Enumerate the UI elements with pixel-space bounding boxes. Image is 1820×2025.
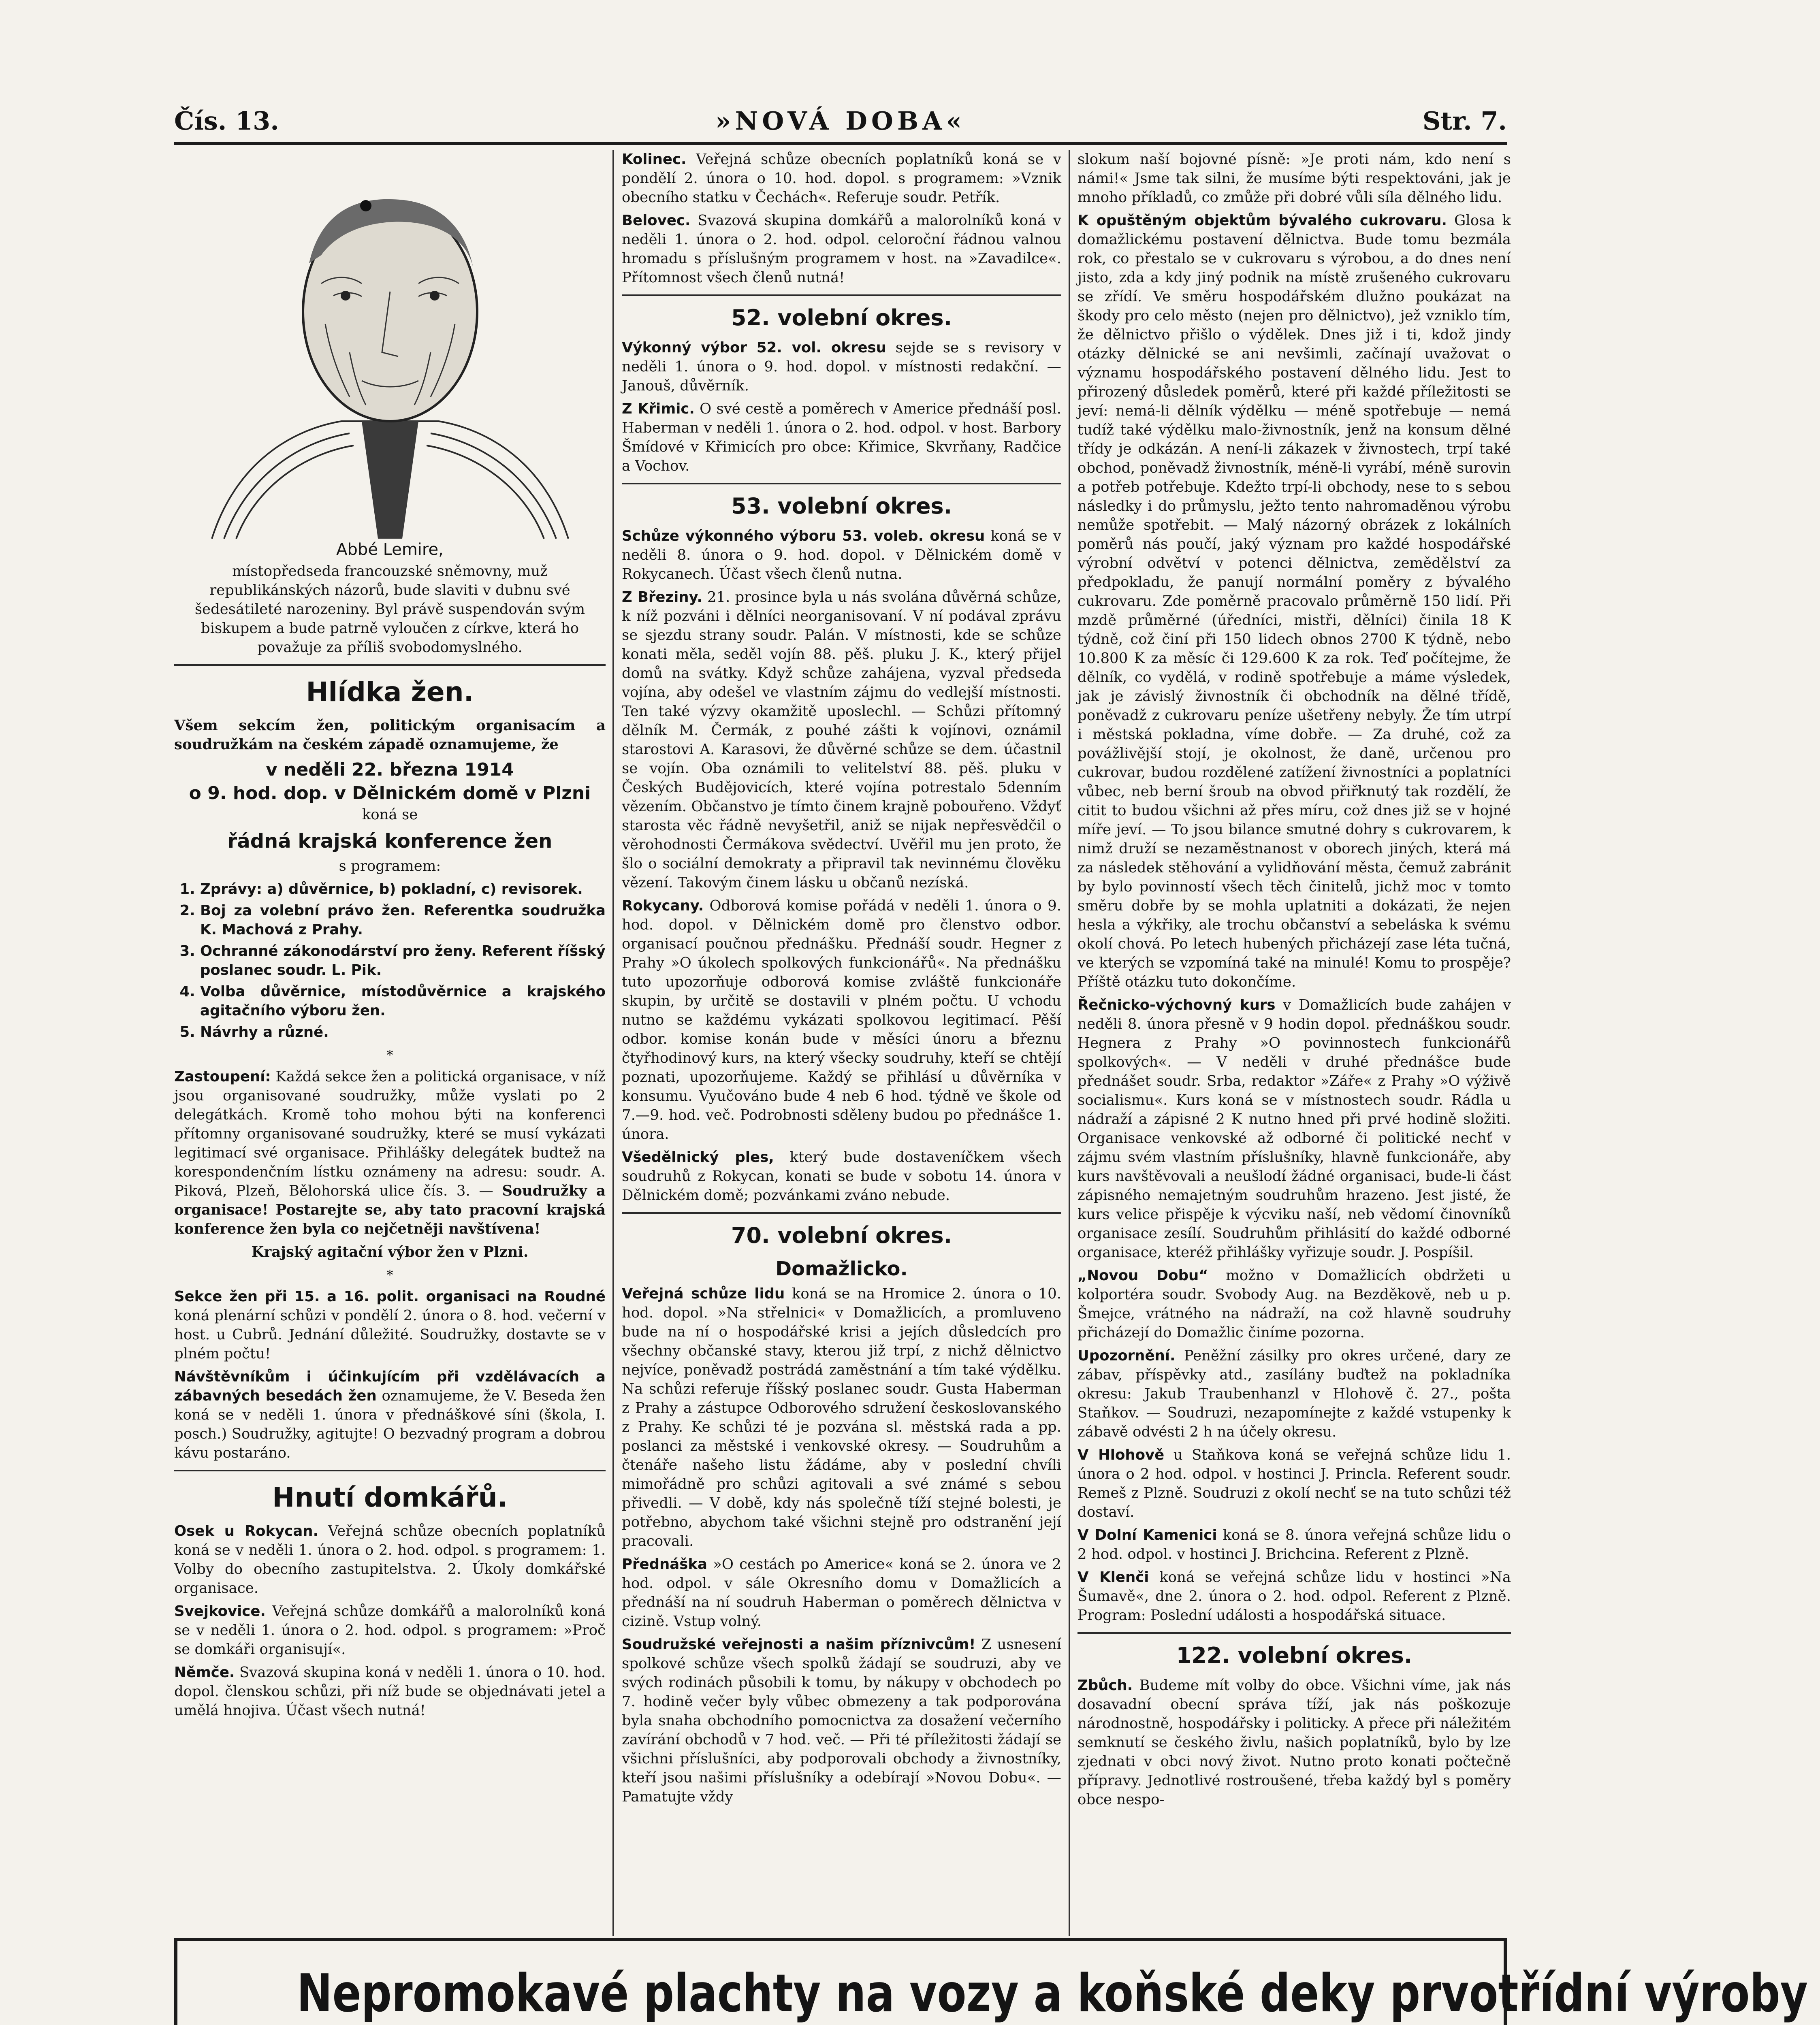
hlidka-intro (174, 716, 606, 754)
portrait-name: Abbé Lemire, (336, 540, 444, 559)
vsedelnicky-paragraph (622, 1148, 1061, 1205)
zastoupeni-text: Každá sekce žen a politická organisace, v níž jsou organisované soudružky, může vyslati po 2 delegátkách. Kromě toho mohou býti na konferenci přítomny organisované soudružky, které se musí vykázati legitimací své organisace. Přihlášky delegátek budtež na korespondenčním lístku oznámeny na adresu: soudr. A. Piková, Plzeň, Bělohorská ulice čís. 3. — (174, 1068, 606, 1199)
svejkovice-lead: Svejkovice. (174, 1603, 266, 1620)
program-item: 5. Návrhy a různé. (200, 1023, 606, 1042)
sekce-lead: Sekce žen při 15. a 16. polit. organisaci na Roudné (174, 1288, 606, 1305)
krimic-lead: Z Křimic. (622, 401, 695, 417)
hlohove-text: u Staňkova koná se veřejná schůze lidu 1. února o 2 hod. odpol. v hostinci J. Princla. Referent soudr. Remeš z Plzně. Soudruzi z okolí nechť se na tuto schůzi též dostaví. (1077, 1447, 1511, 1520)
cukrovar-text: Glosa k domažlickému postavení dělnictva. Bude tomu bezmála rok, co přestalo se v cukrovaru s výrobou, a do dnes není jisto, zda a kdy jiný podnik na místě zrušeného cukrovaru se zřídí. Ve směru hospodářském dlužno poukázat na škody pro celo město (nejen pro dělnictvo), jež vzniklo tím, že dělnictvo přišlo o výdělek. Dnes již i ti, kdož jindy otázky dělnické se ani nevšimli, začínají uvažovat o významu hospodářského postavení dělného lidu. Jest to přirozený důsledek poměrů, které při každé příležitosti se jeví: nemá-li dělník výdělku — méně spotřebuje — nemá tudíž také výdělku malo-živnostník, jenž na konsum dělné třídy je odkázán. A není-li zákazek v živnostech, trpí také obchod, poněvadž živnostník, méně-li vyrábí, méně surovin a potřeb potřebuje. Kdežto trpí-li obchody, nese to s sebou následky i do průmyslu, ježto tento nahromaděnou výrobu nemůže spotřebit. — Malý názorný obrázek z lokálních poměrů nás poučí, jaký význam pro každé hospodářské výrobní odvětví v potenci dělnictva, zemědělství za předpokladu, že panují normální poměry z bývalého cukrovaru. Zde poměrně pracovalo průměrně 150 lidí. Při mzdě průměrné (úředníci, mistři, dělníci) činila 18 K týdně, což činí při 150 lidech obnos 2700 K týdně, nebo 10.800 K za měsíc či 129.600 K za rok. Teď počítejme, že dělník, co vydělá, v rodině spotřebuje a máme výsledek, jak je závislý živnostník či obchodník na dělné třídě, poněvadž z cukrovaru peníze ušetřeny nebyly. Že tím utrpí i městská pokladna, víme dobře. — Za druhé, což za povážlivější stojí, je okolnost, že daně, určenou pro cukrovar, budou rozdělené zatížení živnostníci a poplatníci vůbec, neb berní šroub na obvod přiřknutý tak rozdělí, že citit to budou všichni až přes míru, což dnes již se v hojné míře jeví. — To jsou bilance smutné dohry s cukrovarem, k nimž druží se nezaměstnanost v oborech jiných, která má za následek stěhování a vylidňování města, čemuž zabránit by bylo povinností všech těch činitelů, jichž moc v tomto směru dobře by se mohla uplatniti a dokázati, že nejen hesla a výkřiky, ale trochu občanství a sebeláska k svému okolí chová. Po letech hubených přicházejí zase léta tučná, ve kterých se vzpomíná také na minulé! Komu to prospěje? Příště otázku tuto dokončíme. (1077, 212, 1511, 990)
section-rule (622, 483, 1061, 484)
section-rule (174, 1470, 606, 1471)
belovec-paragraph (622, 211, 1061, 287)
navstevnikum-text: oznamujeme, že V. Beseda žen koná se v neděli 1. února v přednáškové síni (škola, I. posch.) Soudružky, agitujte! O bezvadný program a dobrou kávu postaráno. (174, 1388, 606, 1461)
prednaska-paragraph (622, 1555, 1061, 1631)
novou-dobu-paragraph (1077, 1266, 1511, 1342)
brezina-text: 21. prosince byla u nás svolána důvěrná schůze, k níž pozváni i dělníci neorganisovaní. V ní podával zprávu se sjezdu strany soudr. Palán. V místnosti, kde se schůze konati měla, seděl vojín 88. pěš. pluku J. K., který přijel domů na svátky. Když schůze zahájena, vyzval předseda vojína, aby odešel ve vlastním zájmu do vedlejší místnosti. Ten také výzvy okamžitě uposlechl. — Schůzi přítomný dělník M. Čermák, z pouhé zášti k vojínovi, oznámil starostovi A. Karasovi, že důvěrné schůze se dem. účastnil se vojín. Oba oznámili to velitelství 88. pěš. pluku v Českých Budějovicích, které vojína potrestalo 5denním vězením. Občanstvo je tímto činem krajně pobouřeno. Vždyť starosta věc řádně nevyšetřil, aniž se nijak nepřesvědčil o věrohodnosti Čermákova svědectví. Uvěřil mu jen proto, že šlo o sociální demokraty a připravil tak nevinnému člověku vězení. Takovým činem lásku u občanů nezíská. (622, 589, 1061, 891)
klenci-lead: V Klenči (1077, 1569, 1149, 1586)
separator-asterisk: * (386, 1047, 393, 1063)
svejkovice-text: Veřejná schůze domkářů a malorolníků koná se v neděli 1. února o 2. hod. odpol. s programem: »Proč se domkáři organisují«. (174, 1603, 606, 1658)
vybor52-lead: Výkonný výbor 52. vol. okresu (622, 339, 886, 356)
zbuch-text: Budeme mít volby do obce. Všichni víme, jak nás dosavadní obecní správa tíží, jak nás poškozuje národnostně, hospodářsky i politicky. A přece při náležitém semknutí se českého živlu, našich poplatníků, bylo by lze zjednati v obci nový život. Nutno proto konati počtečně přípravy. Jednotlivé rostroušené, třeba každý byl s poměry obce nespo- (1077, 1677, 1511, 1808)
recnicko-lead: Řečnicko-výchovný kurs (1077, 997, 1276, 1013)
program-item: 1. Zprávy: a) důvěrnice, b) pokladní, c) revisorek. (200, 880, 606, 899)
novou-dobu-lead: „Novou Dobu“ (1077, 1267, 1208, 1284)
program-item: 4. Volba důvěrnice, místodůvěrnice a krajského agitačního výboru žen. (200, 982, 606, 1020)
vybor52-paragraph (622, 338, 1061, 395)
belovec-lead: Belovec. (622, 212, 691, 229)
schuze53-lead: Schůze výkonného výboru 53. voleb. okresu (622, 528, 985, 544)
program-item: 3. Ochranné zákonodárství pro ženy. Referent říšský poslanec soudr. L. Pik. (200, 942, 606, 980)
signature: Krajský agitační výbor žen v Plzni. (251, 1244, 529, 1260)
portrait-engraving (188, 162, 593, 539)
column-right (1077, 150, 1511, 1932)
klenci-paragraph (1077, 1568, 1511, 1625)
vsedelnicky-text: který bude dostaveníčkem všech soudruhů z Rokycan, konati se bude v sobotu 14. února v Dělnickém domě; pozvánkami zváno nebude. (622, 1149, 1061, 1204)
section-rule (174, 664, 606, 666)
zastoupeni-lead: Zastoupení: (174, 1068, 271, 1085)
okres-53-heading: 53. volební okres. (731, 493, 952, 519)
rokycany-lead: Rokycany. (622, 897, 704, 914)
hlohove-lead: V Hlohově (1077, 1447, 1165, 1463)
column-left (174, 150, 606, 1932)
soudruzske-lead: Soudružské veřejnosti a našim příznivcům! (622, 1636, 976, 1653)
hlidka-date: v neděli 22. března 1914 (266, 759, 514, 780)
kamenici-lead: V Dolní Kamenici (1077, 1527, 1217, 1543)
sekce-text: koná plenární schůzi v pondělí 2. února o 8. hod. večerní v host. u Cubrů. Jednání důležité. Soudružky, dostavte se v plném počtu! (174, 1307, 606, 1362)
rokycany-paragraph (622, 896, 1061, 1144)
page-header (174, 97, 1507, 145)
verejna-text: koná se na Hromice 2. února o 10. hod. dopol. »Na střelnici« v Domažlicích, a promluveno bude na ní o hospodářské krisi a jejích důsledcích pro všechny občanské stavy, kterou již trpí, z nichž dělnictvo nejvíce, poněvadž postrádá zaměstnání a tím také výdělku. Na schůzi referuje říšský poslanec soudr. Gusta Haberman z Prahy a zástupce Odborového sdružení českoslovanského z Prahy. Ke schůzi té je pozvána sl. městská rada a pp. poslanci za městské i venkovské okresy. — Soudruhům a čtenáře našeho listu žádáme, aby v poslední chvíli mimořádně pro schůzi agitovali a své známé s sebou přivedli. — V době, kdy nás společně tíží stejné bolesti, je potřebno, abychom také všichni stejně pro odstranění její pracovali. (622, 1285, 1061, 1550)
brezina-lead: Z Březiny. (622, 589, 702, 605)
klenci-text: koná se veřejná schůze lidu v hostinci »Na Šumavě«, dne 2. února o 2. hod. odpol. Referent z Plzně. Program: Poslední události a hospodářská situace. (1077, 1569, 1511, 1624)
vsedelnicky-lead: Všedělnický ples, (622, 1149, 774, 1166)
separator-asterisk: * (386, 1267, 393, 1283)
prednaska-text: »O cestách po Americe« koná se 2. února ve 2 hod. odpol. v sále Okresního domu v Domažlicích a přednáší na ní soudruh Haberman o poměrech dělnictva v cizině. Vstup volný. (622, 1556, 1061, 1630)
newspaper-title: »NOVÁ DOBA« (715, 106, 966, 136)
advertisement-box (174, 1938, 1808, 2025)
belovec-text: Svazová skupina domkářů a malorolníků koná v neděli 1. února o 2. hod. odpol. celoroční řádnou valnou hromadu s příslušným programem v host. na »Zavadilce«. Přítomnost všech členů nutná! (622, 212, 1061, 286)
krimic-paragraph (622, 399, 1061, 475)
upozorneni-lead: Upozornění. (1077, 1347, 1176, 1364)
recnicko-paragraph (1077, 995, 1511, 1262)
cukrovar-lead: K opuštěným objektům bývalého cukrovaru. (1077, 212, 1447, 229)
cukrovar-paragraph (1077, 211, 1511, 991)
kamenici-text: koná se 8. února veřejná schůze lidu o 2 hod. odpol. v hostinci J. Brichcina. Referent z Plzně. (1077, 1527, 1511, 1562)
osek-text: Veřejná schůze obecních poplatníků koná se v neděli 1. února o 2. hod. odpol. s programem: 1. Volby do obecního zastupitelstva. 2. Úkoly domkářské organisace. (174, 1523, 606, 1597)
recnicko-text: v Domažlicích bude zahájen v neděli 8. února přesně v 9 hodin dopol. přednáškou soudr. Hegnera z Prahy »O povinnostech funkcionářů spolkových«. — V neděli v druhé přednášce bude přednášet soudr. Srba, redaktor »Záře« z Prahy »O výživě socialismu«. Kurs koná se v místnostech soudr. Rádla u nádraží a zápisné 2 K nutno hned při prvé hodině složiti. Organisace venkovské až odborné či politické nechť v zájmu svém vlastním příslušníky, hlavně funkcionáře, aby kurs navštěvovali a neušlodí žádné organisaci, bude-li část zápisného nemajetným soudruhům hrazeno. Jest jisté, že kurs velice přispěje k výcviku naší, neb vědomí činovníků organisace zesílí. Soudruhům přihlásití do každé odborné organisace, kteréž přihlášky vyřizuje soudr. J. Pospíšil. (1077, 997, 1511, 1261)
brezina-paragraph (622, 588, 1061, 892)
verejna-paragraph (622, 1284, 1061, 1551)
prednaska-lead: Přednáška (622, 1556, 707, 1573)
top-continuation: slokum naší bojovné písně: »Je proti nám, kdo není s námi!« Jsme tak silni, že musíme býti respektováni, jak je mnoho příkladů, co zmůže při dobré vůli síla dělného lidu. (1077, 151, 1511, 206)
issue-number: Čís. 13. (174, 106, 279, 136)
soudruzske-paragraph (622, 1635, 1061, 1806)
hlidka-zen-heading: Hlídka žen. (306, 676, 474, 708)
zbuch-paragraph (1077, 1676, 1511, 1809)
svejkovice-paragraph (174, 1602, 606, 1659)
hlidka-time: o 9. hod. dop. v Dělnickém domě v Plzni (189, 783, 591, 804)
page-number: Str. 7. (1422, 106, 1507, 136)
sekce-paragraph (174, 1287, 606, 1363)
section-rule (622, 294, 1061, 296)
nemce-paragraph (174, 1663, 606, 1720)
hlohove-paragraph (1077, 1445, 1511, 1522)
kolinec-lead: Kolinec. (622, 151, 687, 168)
column-divider (1069, 150, 1070, 1936)
conference-program-list (174, 880, 606, 1042)
zbuch-lead: Zbůch. (1077, 1677, 1133, 1694)
novou-dobu-text: možno v Domažlicích obdržeti u kolportéra soudr. Svobody Aug. na Bezděkově, neb u p. Šmejce, vrátného na nádraží, na což hlavně soudruhy přicházejí do Domažlic činíme pozorna. (1077, 1267, 1511, 1341)
krimic-text: O své cestě a poměrech v Americe přednáší posl. Haberman v neděli 1. února o 2. hod. odpol. v host. Barbory Šmídové v Křimicích pro obce: Křimice, Skvrňany, Radčice a Vochov. (622, 401, 1061, 474)
hnuti-domkaru-heading: Hnutí domkářů. (272, 1482, 508, 1513)
navstevnikum-lead: Návštěvníkům i účinkujícím při vzdělávacích a zábavných besedách žen (174, 1368, 606, 1404)
hlidka-program-label: s programem: (339, 858, 441, 874)
kolinec-paragraph (622, 150, 1061, 207)
vybor52-text: sejde se s revisory v neděli 1. února o 9. hod. dopol. v místnosti redakční. — Janouš, důvěrník. (622, 339, 1061, 394)
nemce-lead: Němče. (174, 1664, 235, 1681)
portrait-caption: místopředseda francouzské sněmovny, muž republikánských názorů, bude slaviti v dubnu své šedesátileté narozeniny. Byl právě suspendován svým biskupem a bude patrně vyloučen z církve, která ho považuje za příliš svobodomyslného. (194, 563, 585, 656)
verejna-lead: Veřejná schůze lidu (622, 1285, 785, 1302)
okres-52-heading: 52. volební okres. (731, 305, 952, 330)
program-item: 2. Boj za volební právo žen. Referentka soudružka K. Machová z Prahy. (200, 901, 606, 939)
navstevnikum-paragraph (174, 1367, 606, 1462)
zastoupeni-appeal: Soudružky a organisace! Postarejte se, aby tato pracovní krajská konference žen byla co nejčetněji navštívena! (174, 1183, 606, 1237)
rokycany-text: Odborová komise pořádá v neděli 1. února o 9. hod. dopol. v Dělnickém domě pro členstvo odbor. organisací poučnou přednášku. Přednáší soudr. Hegner z Prahy »O úkolech spolkových funkcionářů«. Na přednášku tuto upozorňuje odborová komise zvláště funkcionáře skupin, by určitě se dostavili v plném počtu. U vchodu nutno se každému vykázati spolkovou legitimací. Pěší odbor. komise konán bude v měsíci únoru a březnu čtyřhodinový kurs, na který všecky soudruhy, kteří se chtějí poznati, upozorňujeme. Každý se přihlásí u důvěrníka v konsumu. Vyučováno bude 4 neb 6 hod. týdně ve škole od 7.—9. hod. več. Podrobnosti sděleny budou po přednášce 1. února. (622, 897, 1061, 1143)
zastoupeni-paragraph (174, 1067, 606, 1238)
domazlicko-heading: Domažlicko. (775, 1258, 908, 1280)
nemce-text: Svazová skupina koná v neděli 1. února o 10. hod. dopol. členskou schůzi, při níž bude se objednávati jetel a umělá hnojiva. Účast všech nutná! (174, 1664, 606, 1719)
schuze53-paragraph (622, 526, 1061, 584)
column-divider (612, 150, 614, 1936)
hlidka-conference: řádná krajská konference žen (227, 830, 553, 853)
hlidka-intro-text: Všem sekcím žen, politickým organisacím a soudružkám na českém západě oznamujeme, že (174, 717, 606, 753)
upozorneni-text: Peněžní zásilky pro okres určené, dary ze zábav, příspěvky atd., zasílány buďtež na pokladníka okresu: Jakub Traubenhanzl v Hlohově č. 27., pošta Staňkov. — Soudruzi, nezapomínejte z každé vstupenky k zábavě odvésti 2 h na účely okresu. (1077, 1347, 1511, 1440)
upozorneni-paragraph (1077, 1346, 1511, 1441)
ad-headline: Nepromokavé plachty na vozy a koňské deky prvotřídní výroby (297, 1963, 1808, 2024)
hlidka-kona: koná se (362, 806, 418, 823)
osek-lead: Osek u Rokycan. (174, 1523, 319, 1539)
osek-paragraph (174, 1522, 606, 1598)
soudruzske-text: Z usnesení spolkové schůze všech spolků žádají se soudruzi, aby ve svých rodinách působili k tomu, by nákupy v obchodech po 7. hodině večer byly vůbec obmezeny a tak podporována byla snaha obchodního pomocnictva za dosažení večerního zavírání obchodů v 7 hod. več. — Při té příležitosti žádají se všichni příslušníci, aby podporovali obchody a živnostníky, kteří jsou našimi příslušníky a odebírají »Novou Dobu«. — Pamatujte vždy (622, 1636, 1061, 1805)
section-rule (1077, 1632, 1511, 1634)
okres-122-heading: 122. volební okres. (1176, 1643, 1412, 1668)
schuze53-text: koná se v neděli 8. února o 9. hod. dopol. v Dělnickém domě v Rokycanech. Účast všech členů nutna. (622, 528, 1061, 582)
kamenici-paragraph (1077, 1526, 1511, 1564)
section-rule (622, 1212, 1061, 1214)
okres-70-heading: 70. volební okres. (731, 1223, 952, 1248)
kolinec-text: Veřejná schůze obecních poplatníků koná se v pondělí 2. února o 10. hod. dopol. s programem: »Vznik obecního statku v Čechách«. Referuje soudr. Petřík. (622, 151, 1061, 206)
column-middle (622, 150, 1061, 1932)
